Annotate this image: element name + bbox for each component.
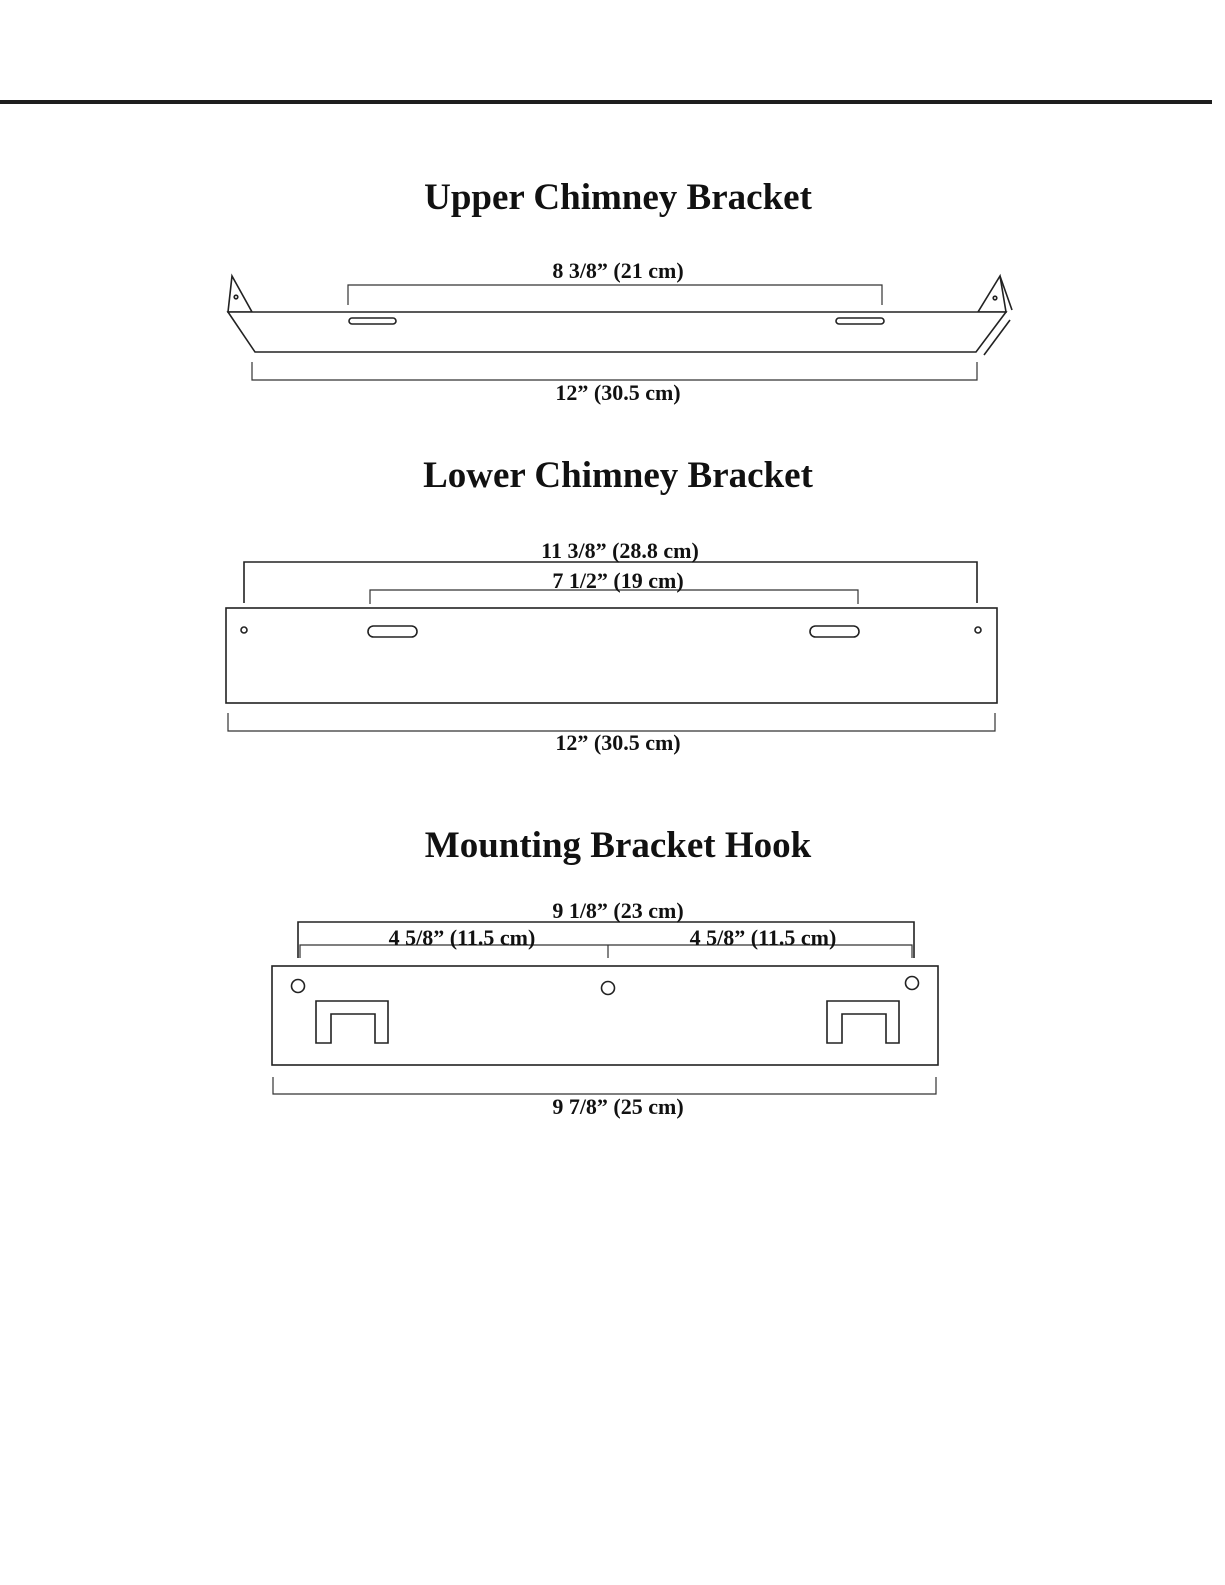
lower-overall-width-label: 12” (30.5 cm) [555,730,681,755]
upper-overall-width-label: 12” (30.5 cm) [555,380,681,405]
lower-chimney-bracket [226,455,997,755]
mounting-hook-plate [272,966,938,1065]
mounting-right-half-label: 4 5/8” (11.5 cm) [689,925,837,950]
lower-chimney-bracket-title: Lower Chimney Bracket [423,455,813,496]
lower-hole-spacing-label: 11 3/8” (28.8 cm) [541,538,699,563]
mounting-overall-width-label: 9 7/8” (25 cm) [552,1094,684,1119]
upper-overall-width-line [252,362,977,380]
mounting-bracket-hook [272,825,938,1119]
lower-overall-width-line [228,713,995,731]
upper-slot-spacing-label: 8 3/8” (21 cm) [552,258,684,283]
mounting-outer-spacing-label: 9 1/8” (23 cm) [552,898,684,923]
mounting-overall-width-line [273,1077,936,1094]
upper-bracket-body [228,312,1006,352]
upper-slot-spacing-line [348,285,882,305]
lower-slot-spacing-label: 7 1/2” (19 cm) [552,568,684,593]
mounting-bracket-hook-title: Mounting Bracket Hook [424,825,812,866]
upper-left-tab [228,276,252,312]
upper-chimney-bracket-title: Upper Chimney Bracket [424,177,812,218]
lower-bracket-plate [226,608,997,703]
upper-chimney-bracket [228,177,1012,405]
mounting-left-half-label: 4 5/8” (11.5 cm) [388,925,536,950]
